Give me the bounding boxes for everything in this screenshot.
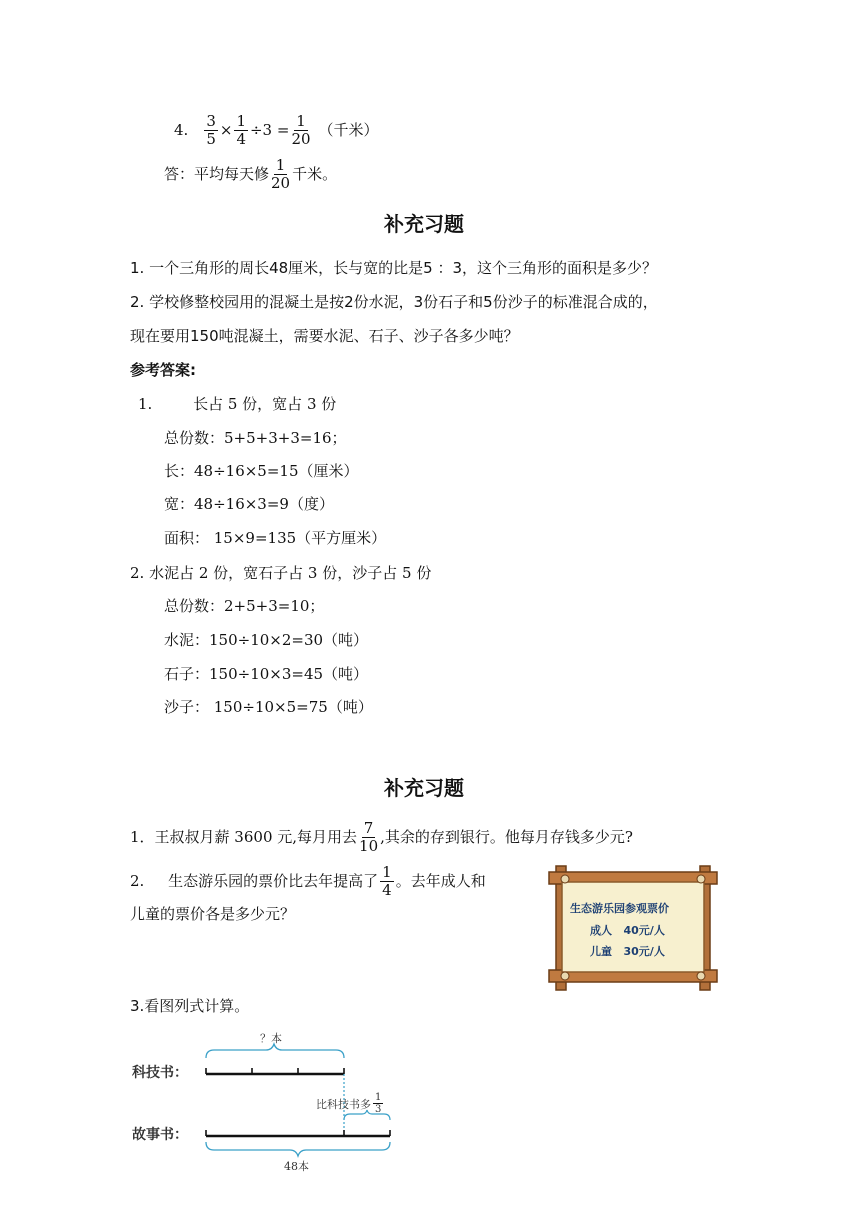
section2-question-2	[130, 858, 486, 904]
bottom-brace	[206, 1142, 390, 1156]
answer-1-line-3: 宽：48÷16×3=9（度）	[164, 495, 334, 513]
section2-title: 补充习题	[384, 776, 464, 800]
more-than-text: 比科技书多	[316, 1097, 371, 1111]
answer-1-text: 长占 5 份，宽占 3 份	[193, 395, 337, 413]
divide-part: ÷3 =	[249, 121, 290, 139]
answer-1-line-1: 总份数：5+5+3+3=16；	[164, 429, 347, 447]
section1-title: 补充习题	[384, 212, 464, 236]
s2-q1-prefix: 1．王叔叔月薪 3600 元,每月用去	[130, 828, 358, 846]
answer-suffix: 千米。	[292, 165, 338, 183]
section2-question-2-line2: 儿童的票价各是多少元？	[130, 905, 296, 923]
item4-answer	[164, 152, 337, 196]
answer-2-line-4: 沙子： 150÷10×5=75（吨）	[164, 698, 373, 716]
more-fraction: $\frac{1}{3}$	[375, 1092, 382, 1115]
item4-line	[174, 108, 379, 152]
answer-2-line-1: 总份数：2+5+3=10；	[164, 597, 325, 615]
s2-q2-suffix: 。去年成人和	[395, 872, 486, 890]
answer-1-number: 1.	[138, 395, 153, 413]
reference-answer-heading: 参考答案:	[130, 361, 196, 379]
answer-1-line-2: 长：48÷16×5=15（厘米）	[164, 462, 359, 480]
question-2-line1: 2. 学校修整校园用的混凝土是按2份水泥，3份石子和5份沙子的标准混合成的，	[130, 293, 658, 311]
question-1: 1. 一个三角形的周长48厘米，长与宽的比是5 ：3，这个三角形的面积是多少？	[130, 259, 658, 277]
sign-adult-price: 成人 40元/人	[590, 924, 665, 937]
top-brace	[206, 1044, 344, 1058]
segment-diagram	[130, 1028, 410, 1178]
unit-km: （千米）	[318, 121, 379, 139]
s2-q2-prefix: 2. 生态游乐园的票价比去年提高了	[130, 872, 379, 890]
more-than-label	[316, 1092, 385, 1115]
label-tech-books: 科技书：	[132, 1065, 188, 1081]
answer-1-heading	[138, 394, 336, 414]
answer-prefix: 答：平均每天修	[164, 165, 270, 183]
sign-title: 生态游乐园参观票价	[570, 902, 669, 915]
times-sign: ×	[219, 121, 233, 139]
question-3: 3.看图列式计算。	[130, 997, 250, 1015]
answer-2-line-2: 水泥：150÷10×2=30（吨）	[164, 631, 369, 649]
answer-fraction: $\frac{1}{20}$	[271, 155, 291, 192]
label-story-books: 故事书：	[132, 1127, 188, 1143]
fraction-7-10: $\frac{7}{10}$	[359, 818, 379, 855]
answer-1-line-4: 面积： 15×9=135（平方厘米）	[164, 529, 387, 547]
ticket-price-sign	[548, 864, 718, 992]
fraction-3-5: $\frac{3}{5}$	[206, 111, 216, 148]
unknown-amount-label: ？本	[260, 1032, 282, 1045]
item4-number: 4.	[174, 121, 189, 139]
section2-question-1	[130, 814, 633, 860]
sign-child-price: 儿童 30元/人	[590, 945, 665, 958]
fraction-1-4: $\frac{1}{4}$	[236, 111, 246, 148]
answer-2-line-3: 石子：150÷10×3=45（吨）	[164, 665, 369, 683]
total-48-label: 48本	[284, 1160, 309, 1173]
s2-q1-suffix: ,其余的存到银行。他每月存钱多少元?	[380, 828, 633, 846]
question-2-line2: 现在要用150吨混凝土，需要水泥、石子、沙子各多少吨？	[130, 327, 519, 345]
answer-2-heading: 2. 水泥占 2 份，宽石子占 3 份，沙子占 5 份	[130, 564, 432, 582]
fraction-1-20: $\frac{1}{20}$	[291, 111, 311, 148]
fraction-1-4-b: $\frac{1}{4}$	[382, 862, 392, 899]
